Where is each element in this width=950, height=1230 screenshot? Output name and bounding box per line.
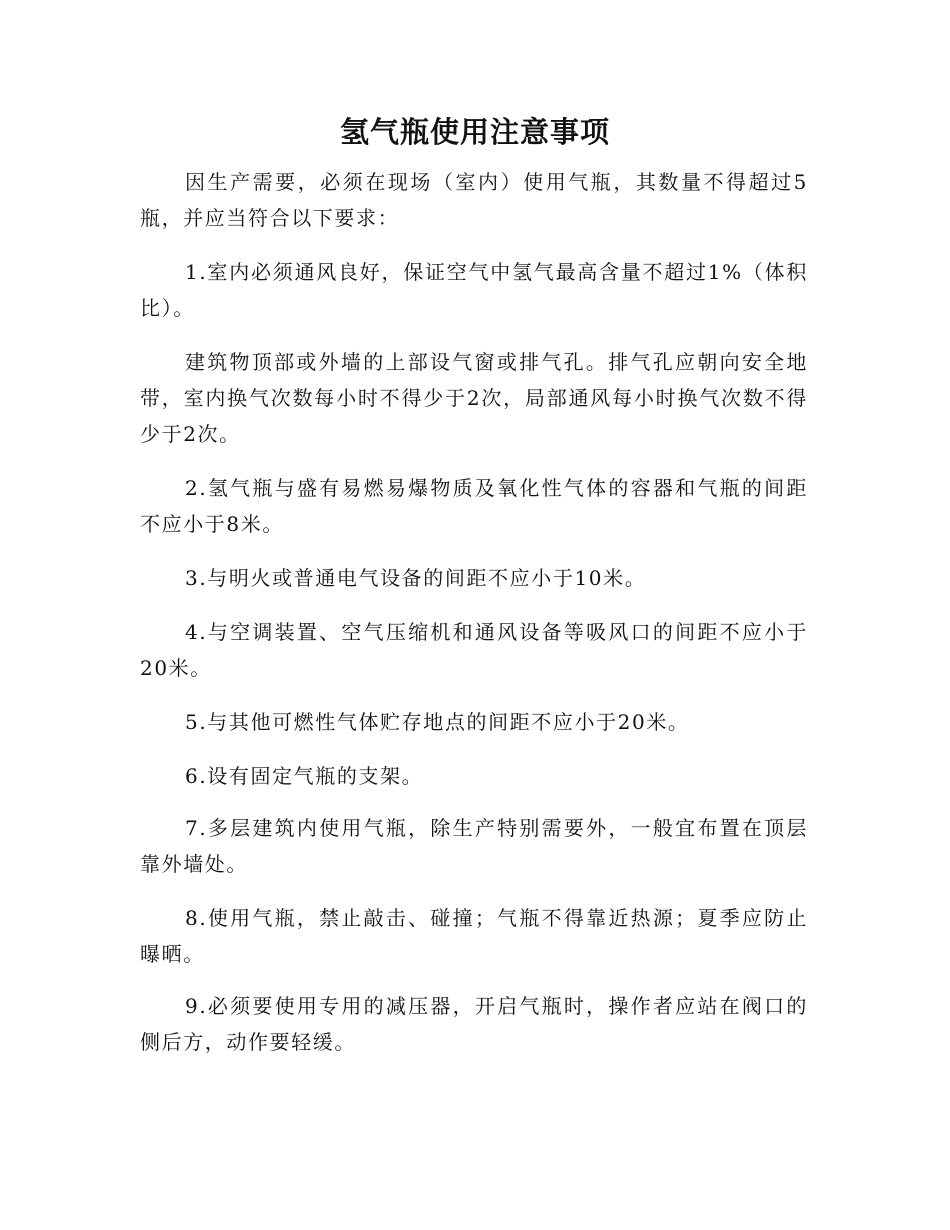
- rule-1-paragraph: 1.室内必须通风良好，保证空气中氢气最高含量不超过1%（体积比）。: [140, 260, 808, 320]
- intro-paragraph: 因生产需要，必须在现场（室内）使用气瓶，其数量不得超过5瓶，并应当符合以下要求：: [140, 170, 808, 230]
- rule-2-paragraph: 2.氢气瓶与盛有易燃易爆物质及氧化性气体的容器和气瓶的间距不应小于8米。: [140, 476, 808, 536]
- ventilation-detail-paragraph: 建筑物顶部或外墙的上部设气窗或排气孔。排气孔应朝向安全地带，室内换气次数每小时不得少于2次，局部通风每小时换气次数不得少于2次。: [140, 350, 808, 446]
- rule-4-paragraph: 4.与空调装置、空气压缩机和通风设备等吸风口的间距不应小于20米。: [140, 620, 808, 680]
- rule-8-paragraph: 8.使用气瓶，禁止敲击、碰撞；气瓶不得靠近热源；夏季应防止曝晒。: [140, 906, 808, 966]
- rule-9-paragraph: 9.必须要使用专用的减压器，开启气瓶时，操作者应站在阀口的侧后方，动作要轻缓。: [140, 994, 808, 1054]
- rule-6-paragraph: 6.设有固定气瓶的支架。: [185, 764, 424, 788]
- document-title: 氢气瓶使用注意事项: [339, 115, 610, 149]
- rule-5-paragraph: 5.与其他可燃性气体贮存地点的间距不应小于20米。: [185, 710, 690, 734]
- rule-7-paragraph: 7.多层建筑内使用气瓶，除生产特别需要外，一般宜布置在顶层靠外墙处。: [140, 816, 808, 876]
- rule-3-paragraph: 3.与明火或普通电气设备的间距不应小于10米。: [185, 566, 647, 590]
